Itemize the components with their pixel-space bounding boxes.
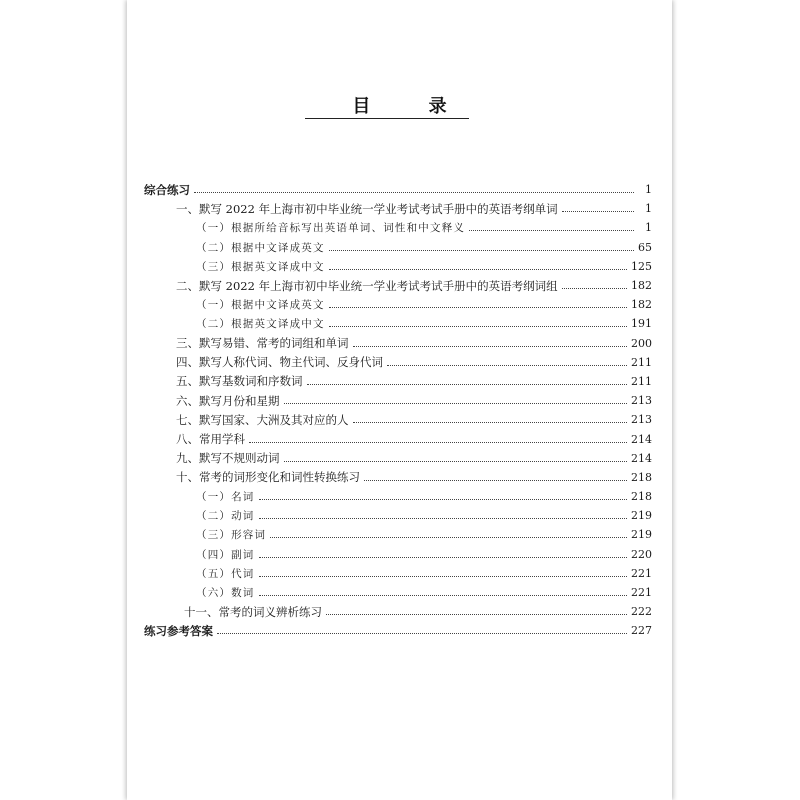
toc-entry-page-number: 214 [631, 451, 652, 465]
toc-entry-page-number: 221 [631, 566, 652, 580]
toc-entry-page-number: 222 [631, 605, 652, 619]
toc-entry-page-number: 219 [631, 509, 652, 523]
toc-entry [144, 449, 652, 468]
dot-leader [353, 422, 628, 423]
toc-entry-page-number: 213 [631, 413, 652, 427]
toc-entry-title: 一、默写 2022 年上海市初中毕业统一学业考试考试手册中的英语考纲单词 [176, 201, 558, 216]
toc-entry [144, 429, 652, 448]
toc-entry-page-number: 219 [631, 528, 652, 542]
toc-entry-title: 九、默写不规则动词 [176, 451, 280, 466]
toc-entry-title: 六、默写月份和星期 [176, 393, 280, 408]
toc-entry [144, 180, 652, 199]
dot-leader [387, 365, 627, 366]
toc-entry-page-number: 125 [631, 259, 652, 273]
table-of-contents [144, 180, 652, 641]
toc-entry [144, 564, 652, 583]
toc-entry-page-number: 1 [645, 221, 652, 235]
toc-entry-title: （二）动词 [196, 510, 255, 523]
toc-entry-title: 五、默写基数词和序数词 [176, 374, 303, 389]
dot-leader [259, 518, 628, 519]
toc-entry-title: （四）副词 [196, 548, 255, 561]
toc-entry-title: （一）根据所给音标写出英语单词、词性和中文释义 [196, 222, 466, 235]
toc-entry [144, 238, 652, 257]
title-underline [305, 118, 469, 119]
toc-entry-title: （二）根据英文译成中文 [196, 318, 325, 331]
toc-entry [144, 334, 652, 353]
toc-entry-page-number: 227 [631, 624, 652, 638]
dot-leader [353, 346, 628, 347]
toc-entry [144, 525, 652, 544]
dot-leader [326, 614, 627, 615]
toc-entry-title: （五）代词 [196, 567, 255, 580]
dot-leader [469, 230, 634, 231]
toc-entry-title: （一）根据中文译成英文 [196, 299, 325, 312]
toc-entry-page-number: 218 [631, 490, 652, 504]
toc-entry [144, 602, 652, 621]
dot-leader [259, 557, 628, 558]
dot-leader [284, 403, 628, 404]
toc-entry [144, 487, 652, 506]
toc-entry [144, 468, 652, 487]
toc-entry-title: 四、默写人称代词、物主代词、反身代词 [176, 355, 383, 370]
toc-entry-page-number: 200 [631, 336, 652, 350]
toc-entry [144, 583, 652, 602]
toc-entry-page-number: 182 [631, 279, 652, 293]
toc-entry-page-number: 191 [631, 317, 652, 331]
toc-entry [144, 391, 652, 410]
toc-entry [144, 314, 652, 333]
dot-leader [249, 442, 627, 443]
dot-leader [259, 499, 628, 500]
toc-entry-title: （一）名词 [196, 491, 255, 504]
toc-entry-page-number: 211 [631, 374, 652, 388]
toc-entry [144, 295, 652, 314]
page-title: 目 录 [352, 96, 473, 117]
dot-leader [329, 250, 634, 251]
toc-entry [144, 257, 652, 276]
dot-leader [562, 211, 634, 212]
dot-leader [329, 307, 627, 308]
dot-leader [217, 633, 627, 634]
dot-leader [364, 480, 627, 481]
toc-entry-title: 练习参考答案 [144, 623, 213, 638]
toc-entry-page-number: 65 [638, 240, 652, 254]
toc-entry-title: 三、默写易错、常考的词组和单词 [176, 336, 349, 351]
toc-entry-title: 十一、常考的词义辨析练习 [184, 604, 322, 619]
toc-entry-page-number: 221 [631, 586, 652, 600]
dot-leader [259, 595, 628, 596]
toc-entry-page-number: 1 [645, 202, 652, 216]
toc-entry-page-number: 220 [631, 547, 652, 561]
toc-entry [144, 410, 652, 429]
dot-leader [329, 269, 627, 270]
dot-leader [562, 288, 627, 289]
toc-entry [144, 276, 652, 295]
toc-entry-title: 综合练习 [144, 182, 190, 197]
dot-leader [259, 576, 628, 577]
toc-entry-page-number: 218 [631, 470, 652, 484]
toc-entry [144, 372, 652, 391]
toc-entry-page-number: 214 [631, 432, 652, 446]
toc-entry-page-number: 211 [631, 355, 652, 369]
toc-entry-page-number: 1 [645, 183, 652, 197]
toc-entry-page-number: 213 [631, 394, 652, 408]
toc-entry-title: （三）形容词 [196, 529, 267, 542]
dot-leader [307, 384, 628, 385]
toc-entry [144, 621, 652, 640]
toc-entry-title: （三）根据英文译成中文 [196, 260, 325, 273]
document-page [127, 0, 672, 800]
toc-entry-title: 七、默写国家、大洲及其对应的人 [176, 412, 349, 427]
toc-entry-title: （二）根据中文译成英文 [196, 241, 325, 254]
toc-entry-title: 二、默写 2022 年上海市初中毕业统一学业考试考试手册中的英语考纲词组 [176, 278, 558, 293]
toc-entry [144, 506, 652, 525]
toc-entry [144, 199, 652, 218]
toc-entry-title: 八、常用学科 [176, 432, 245, 447]
toc-entry-title: （六）数词 [196, 587, 255, 600]
dot-leader [194, 192, 634, 193]
toc-entry [144, 353, 652, 372]
dot-leader [329, 326, 627, 327]
dot-leader [270, 537, 627, 538]
toc-entry [144, 218, 652, 237]
toc-entry [144, 545, 652, 564]
toc-entry-title: 十、常考的词形变化和词性转换练习 [176, 470, 360, 485]
toc-entry-page-number: 182 [631, 298, 652, 312]
dot-leader [284, 461, 628, 462]
